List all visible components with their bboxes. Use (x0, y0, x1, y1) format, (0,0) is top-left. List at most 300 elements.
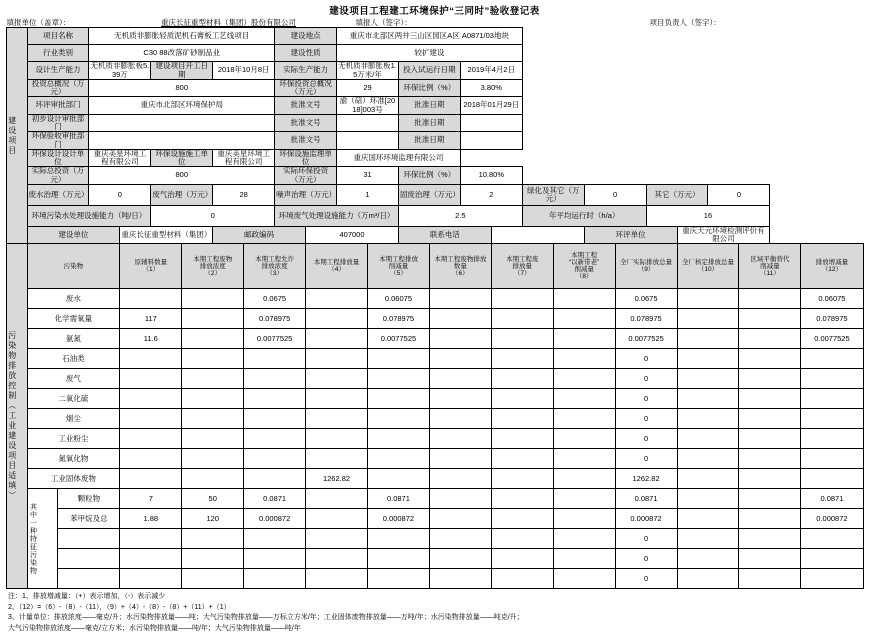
field-label: 建设项目开工日期 (151, 62, 213, 80)
pollutant-value[interactable] (429, 429, 491, 449)
pollutant-value[interactable]: 1.88 (120, 509, 182, 529)
pollutant-value[interactable] (739, 329, 801, 349)
field-label: 批准日期 (398, 97, 460, 115)
pollutant-value[interactable] (367, 549, 429, 569)
note-line: 3、计量单位：排放浓度——毫克/升；水污染物排放量——吨；大气污染物排放量——万标立方米/年；工业固体废物排放量——万吨/年；水污染物排放量——吨克/升； (8, 614, 524, 622)
field-value[interactable]: 2018年01月29日 (460, 97, 522, 115)
pollutant-value[interactable]: 0.078975 (367, 309, 429, 329)
table-row (6, 28, 863, 45)
table-row (6, 449, 863, 469)
pollutant-value[interactable]: 0.0871 (615, 489, 677, 509)
field-value[interactable]: 无机质非膨胀板5.39万 (90, 61, 150, 79)
pollutant-value[interactable] (120, 449, 182, 469)
pollutant-value[interactable] (244, 469, 306, 489)
table-row (6, 549, 863, 569)
pollutant-value[interactable] (367, 469, 429, 489)
pollutant-value[interactable] (553, 469, 615, 489)
pollutant-value[interactable] (801, 389, 863, 409)
field-label: 建设地点 (275, 28, 337, 45)
pollutant-value[interactable] (367, 389, 429, 409)
table-row (6, 369, 863, 389)
pollutant-value[interactable] (429, 369, 491, 389)
pollutant-value[interactable]: 0.000872 (244, 509, 306, 529)
pollutant-value[interactable] (182, 329, 244, 349)
pollutant-value[interactable] (491, 549, 553, 569)
pollutant-value[interactable]: 0.078975 (615, 309, 677, 329)
pollutant-value[interactable] (553, 349, 615, 369)
pollutant-value[interactable]: 50 (182, 489, 244, 509)
pollutant-value[interactable] (739, 549, 801, 569)
pollutant-value[interactable] (306, 369, 368, 389)
field-label: 项目名称 (27, 28, 89, 45)
pollutant-value[interactable]: 120 (182, 509, 244, 529)
pollutant-value[interactable] (553, 509, 615, 529)
pollutant-value[interactable] (244, 349, 306, 369)
pollutant-value[interactable] (120, 369, 182, 389)
pollutant-value[interactable] (244, 369, 306, 389)
pollutant-value[interactable] (182, 389, 244, 409)
pollutant-value[interactable] (367, 369, 429, 389)
pollutant-value[interactable] (182, 369, 244, 389)
pollutant-value[interactable] (182, 549, 244, 569)
pollutant-value[interactable] (244, 429, 306, 449)
field-label: 废气治理（万元） (151, 184, 213, 205)
pollutant-value[interactable] (801, 349, 863, 369)
field-label: 建设单位 (27, 226, 120, 244)
pollutant-value[interactable]: 0.0871 (801, 489, 863, 509)
pollutant-value[interactable] (677, 329, 739, 349)
field-value[interactable]: 16 (646, 205, 770, 226)
pollutant-value[interactable] (244, 409, 306, 429)
pollutant-value[interactable] (120, 389, 182, 409)
field-value[interactable]: 2019年4月2日 (460, 62, 522, 80)
table-row (6, 97, 863, 115)
pollutant-value[interactable] (367, 449, 429, 469)
pollutant-value[interactable] (491, 529, 553, 549)
pollutant-value[interactable] (677, 389, 739, 409)
pollutant-value[interactable] (429, 309, 491, 329)
table-row (6, 389, 863, 409)
pollutant-value[interactable] (677, 469, 739, 489)
pollutant-value[interactable] (244, 389, 306, 409)
pollutant-value[interactable] (739, 489, 801, 509)
pollutant-value[interactable]: 0.06075 (367, 289, 429, 309)
field-label: 年平均运行时（h/a） (522, 205, 646, 226)
field-value[interactable]: 0 (584, 184, 646, 205)
field-value[interactable]: 无机质非膨胀轻质泥机石膏板工艺线项目 (89, 28, 275, 45)
pollutant-value[interactable] (306, 329, 368, 349)
pollutant-value[interactable] (739, 449, 801, 469)
pollutant-value[interactable] (244, 529, 306, 549)
field-value[interactable] (337, 114, 399, 132)
filing-unit-value: 重庆长征重型材料（集团）股份有限公司 (161, 18, 296, 27)
pollutant-value[interactable] (801, 409, 863, 429)
table-row (6, 489, 863, 509)
pollutant-value[interactable] (491, 349, 553, 369)
pollutant-name: 氮氧化物 (27, 449, 120, 469)
pollutant-value[interactable] (553, 309, 615, 329)
note-line: 注：1、排放增减量：（+）表示增加，（-）表示减少 (8, 593, 166, 601)
pollutant-value[interactable] (801, 469, 863, 489)
pollutant-value[interactable] (182, 429, 244, 449)
pollutant-value[interactable]: 0.0077525 (801, 329, 863, 349)
table-row (6, 469, 863, 489)
pollutant-value[interactable] (306, 489, 368, 509)
pollutant-value[interactable] (801, 449, 863, 469)
pollutant-value[interactable] (182, 409, 244, 429)
pollutant-value[interactable]: 0.0675 (615, 289, 677, 309)
pollutant-value[interactable] (553, 369, 615, 389)
table-row (6, 349, 863, 369)
field-label: 固废治理（万元） (398, 184, 460, 205)
field-label: 环境废气处理设施能力（万m³/日） (275, 205, 399, 226)
pollutant-name: 废气 (27, 369, 120, 389)
field-value[interactable] (89, 114, 275, 132)
pollutant-value[interactable] (553, 389, 615, 409)
pollutant-value[interactable] (429, 549, 491, 569)
field-value[interactable]: 28 (213, 184, 275, 205)
form-container (6, 19, 864, 589)
field-value[interactable]: 10.80% (460, 167, 522, 185)
filer-label: 填报人（签字）： (355, 18, 412, 27)
pollutant-value[interactable] (120, 289, 182, 309)
pollutant-value[interactable] (491, 489, 553, 509)
pollutant-value[interactable] (367, 349, 429, 369)
pollutant-value[interactable] (306, 349, 368, 369)
pollutant-value[interactable] (491, 569, 553, 589)
field-label: 环保投资总概况（万元） (275, 79, 337, 97)
field-label: 联系电话 (398, 226, 491, 244)
table-row (6, 244, 863, 289)
field-value[interactable]: 重庆市北部区两井三山区园区A区 A0871/03地块 (337, 28, 523, 45)
table-row (6, 184, 863, 205)
field-value[interactable] (491, 226, 584, 244)
pollutant-value[interactable] (306, 549, 368, 569)
pollutant-value[interactable] (306, 569, 368, 589)
pollutant-value[interactable] (491, 369, 553, 389)
pollutant-value[interactable] (739, 349, 801, 369)
field-label: 环保比例（%） (398, 79, 460, 97)
pollutant-value[interactable] (739, 309, 801, 329)
pollutant-value[interactable] (182, 349, 244, 369)
pollutant-value[interactable] (677, 509, 739, 529)
pollutant-value[interactable] (739, 469, 801, 489)
field-value[interactable] (460, 114, 522, 132)
pollutant-value[interactable] (429, 489, 491, 509)
pollutant-value[interactable] (367, 429, 429, 449)
field-value[interactable]: 0 (708, 184, 770, 205)
field-value[interactable]: 800 (89, 79, 275, 97)
pollutant-value[interactable] (182, 469, 244, 489)
field-label: 环评单位 (584, 226, 677, 244)
pollutant-value[interactable] (429, 409, 491, 429)
pollutant-value[interactable] (491, 429, 553, 449)
pollutant-value[interactable] (429, 529, 491, 549)
table-row (6, 226, 863, 244)
pollutant-name: 二氧化硫 (27, 389, 120, 409)
pollutant-value[interactable] (306, 429, 368, 449)
pollutant-value[interactable] (491, 329, 553, 349)
pollutant-value[interactable] (429, 349, 491, 369)
table-row (6, 45, 863, 62)
field-label: 实际总投资（万元） (27, 167, 89, 185)
table-row (6, 114, 863, 132)
pollutant-value[interactable]: 0 (615, 569, 677, 589)
pollutant-value[interactable] (553, 549, 615, 569)
pollutant-value[interactable]: 0.000872 (367, 509, 429, 529)
pollutant-value[interactable] (677, 449, 739, 469)
pollutant-value[interactable] (182, 569, 244, 589)
pollutant-value[interactable]: 0.0871 (367, 489, 429, 509)
column-header: 区域平衡替代 削减量 （11） (739, 244, 801, 289)
pollutant-value[interactable]: 11.6 (120, 329, 182, 349)
field-label: 噪声治理（万元） (275, 184, 337, 205)
pollutant-value[interactable] (306, 309, 368, 329)
pollutant-value[interactable] (553, 489, 615, 509)
pollutant-value[interactable] (553, 409, 615, 429)
pollutant-value[interactable] (491, 309, 553, 329)
table-row (6, 149, 863, 167)
pollutant-value[interactable] (182, 529, 244, 549)
pollutant-value[interactable]: 0 (615, 389, 677, 409)
pollutant-value[interactable] (429, 289, 491, 309)
pollutant-value[interactable]: 0 (615, 529, 677, 549)
pollutant-value[interactable] (553, 289, 615, 309)
pollutant-value[interactable] (739, 529, 801, 549)
field-label: 环评审批部门 (27, 97, 89, 115)
field-value[interactable]: 31 (337, 167, 399, 185)
pollutant-value[interactable] (491, 289, 553, 309)
pollutant-value[interactable]: 0.0077525 (615, 329, 677, 349)
pollutant-value[interactable] (306, 529, 368, 549)
pollutant-value[interactable]: 0 (615, 429, 677, 449)
pollutant-value[interactable]: 0.000872 (615, 509, 677, 529)
pollutant-value[interactable] (491, 509, 553, 529)
pollutant-value[interactable] (306, 509, 368, 529)
section-label-pollution: 污染物排放控制（工业建设项目适填） (6, 244, 27, 589)
field-value[interactable]: 800 (89, 167, 275, 185)
table-row (6, 19, 874, 27)
field-label: 投资总概况（万元） (27, 79, 89, 97)
pollutant-value[interactable] (120, 469, 182, 489)
field-value[interactable]: 重庆天元环境检测评价有限公司 (677, 226, 770, 244)
field-label: 批准日期 (398, 132, 460, 150)
column-header: 本期工程废物 排放浓度 （2） (182, 244, 244, 289)
pollutant-value[interactable]: 117 (120, 309, 182, 329)
pollutant-value[interactable]: 0.0675 (244, 289, 306, 309)
pollutant-value[interactable]: 0 (615, 549, 677, 569)
pollutant-value[interactable] (182, 449, 244, 469)
pollutant-value[interactable]: 0.0077525 (244, 329, 306, 349)
pollutant-value[interactable] (491, 389, 553, 409)
table-row (6, 167, 863, 185)
pollutant-value[interactable] (120, 569, 182, 589)
field-value[interactable]: 3.80% (460, 79, 522, 97)
table-row (6, 569, 863, 589)
table-row (6, 329, 863, 349)
pollutant-value[interactable] (244, 549, 306, 569)
pollutant-value[interactable] (367, 569, 429, 589)
pollutant-value[interactable]: 0 (615, 409, 677, 429)
pollutant-value[interactable] (182, 289, 244, 309)
pollutant-value[interactable] (429, 449, 491, 469)
field-label: 初步设计审批部门 (27, 114, 89, 132)
field-value[interactable] (89, 132, 275, 150)
field-value[interactable]: 重庆美星环境工程有限公司 (213, 149, 275, 167)
column-header: 本期工程 “以新带老” 削减量 （8） (553, 244, 615, 289)
pollutant-value[interactable] (739, 509, 801, 529)
pollutant-value[interactable]: 1262.82 (615, 469, 677, 489)
pollutant-value[interactable] (120, 549, 182, 569)
pollutant-value[interactable]: 0 (615, 449, 677, 469)
pollutant-value[interactable] (553, 529, 615, 549)
pollutant-name: 工业固体废物 (27, 469, 120, 489)
pollutant-value[interactable] (801, 369, 863, 389)
table-row (6, 529, 863, 549)
column-header: 排放增减量 （12） (801, 244, 863, 289)
field-label: 行业类别 (27, 45, 89, 62)
pollutant-value[interactable]: 7 (120, 489, 182, 509)
table-row (6, 289, 863, 309)
pollutant-value[interactable] (244, 449, 306, 469)
pollutant-value[interactable]: 1262.82 (306, 469, 368, 489)
pollutant-value[interactable] (801, 429, 863, 449)
pollutant-value[interactable] (739, 389, 801, 409)
pollutant-value[interactable] (429, 329, 491, 349)
pollutant-value[interactable] (429, 569, 491, 589)
column-header: 本期工程排放 削减量 （5） (367, 244, 429, 289)
field-label: 投入试运行日期 (398, 62, 460, 80)
pollutant-value[interactable] (801, 569, 863, 589)
pollutant-value[interactable] (677, 409, 739, 429)
pollutant-value[interactable]: 0.000872 (801, 509, 863, 529)
pollutant-value[interactable] (429, 389, 491, 409)
filer-value (507, 19, 649, 27)
pollutant-value[interactable] (677, 309, 739, 329)
field-value[interactable]: C30 88改落矿砂制品业 (89, 45, 275, 62)
pollutant-value[interactable] (553, 329, 615, 349)
pollutant-value[interactable] (739, 289, 801, 309)
pollutant-name: 颗粒物 (58, 489, 120, 509)
field-label: 绿化及其它（万元） (522, 184, 584, 205)
field-value[interactable] (337, 132, 399, 150)
column-header: 本期工程废物排放 数量 （6） (429, 244, 491, 289)
field-value[interactable]: 无机质非膨胀板1.5万米/年 (338, 61, 397, 79)
pollutant-value[interactable]: 0 (615, 369, 677, 389)
pollutant-value[interactable] (244, 569, 306, 589)
field-label: 批准文号 (275, 132, 337, 150)
field-label: 环保设计设计单位 (27, 149, 89, 167)
pollutant-value[interactable] (677, 289, 739, 309)
pollutant-name: 石油类 (27, 349, 120, 369)
column-header: 本期工程允许 排放浓度 （3） (244, 244, 306, 289)
field-value[interactable]: 重庆美星环境工程有限公司 (89, 149, 151, 167)
pollutant-name (58, 549, 120, 569)
column-header: 本期工程废 排放量 （7） (491, 244, 553, 289)
field-label: 环保设施监理单位 (275, 149, 337, 167)
pollutant-value[interactable] (491, 449, 553, 469)
field-label: 环境污染水处理设施能力（吨/日） (27, 205, 151, 226)
pollutant-value[interactable] (801, 529, 863, 549)
pollutant-value[interactable] (367, 409, 429, 429)
footnotes (0, 589, 869, 634)
pollutant-name: 氨氮 (27, 329, 120, 349)
pollutant-value[interactable] (120, 529, 182, 549)
field-value[interactable]: 重庆长征重型材料（集团） (120, 226, 213, 244)
pollutant-value[interactable] (491, 469, 553, 489)
field-value[interactable]: 407000 (306, 226, 399, 244)
pollutant-value[interactable] (739, 369, 801, 389)
pollutant-value[interactable]: 0.078975 (801, 309, 863, 329)
pollutant-value[interactable] (801, 549, 863, 569)
pollutant-value[interactable] (739, 429, 801, 449)
field-label: 环保设施施工单位 (151, 149, 213, 167)
field-value[interactable]: 0 (151, 205, 275, 226)
pollutant-value[interactable] (677, 429, 739, 449)
field-label: 设计生产能力 (27, 62, 89, 80)
column-header: 全厂实际排放总量 （9） (615, 244, 677, 289)
pollutant-value[interactable] (677, 349, 739, 369)
column-header: 原辅料数量 （1） (120, 244, 182, 289)
pollutant-value[interactable] (553, 569, 615, 589)
field-value[interactable]: 重庆国环环境监理有限公司 (337, 149, 461, 167)
pollutant-value[interactable] (739, 569, 801, 589)
pollutant-value[interactable] (306, 409, 368, 429)
pollutant-value[interactable] (306, 289, 368, 309)
pollutant-value[interactable] (739, 409, 801, 429)
pollutant-value[interactable]: 0.0871 (244, 489, 306, 509)
pollutant-value[interactable] (553, 429, 615, 449)
pollutant-value[interactable] (120, 409, 182, 429)
pollutant-value[interactable] (429, 509, 491, 529)
field-label: 其它（万元） (646, 184, 708, 205)
pollutant-value[interactable] (120, 429, 182, 449)
header-info-table (6, 19, 874, 27)
pollutant-value[interactable] (677, 569, 739, 589)
field-value[interactable]: 0 (89, 184, 151, 205)
pollutant-value[interactable] (306, 449, 368, 469)
field-value[interactable]: 2018年10月8日 (213, 62, 275, 80)
page-title: 建设项目工程建工环境保护“三同时”验收登记表 (329, 6, 540, 17)
pollutant-value[interactable] (367, 529, 429, 549)
pollutant-value[interactable]: 0.06075 (801, 289, 863, 309)
pollutant-value[interactable] (677, 529, 739, 549)
field-value[interactable] (460, 132, 522, 150)
pollutant-value[interactable] (553, 449, 615, 469)
pollutant-value[interactable]: 0.0077525 (367, 329, 429, 349)
field-label: 实际环保投资（万元） (275, 167, 337, 185)
field-value[interactable]: 渝（碚）环准[2018]003号 (337, 97, 399, 115)
pollutant-value[interactable]: 0 (615, 349, 677, 369)
field-value[interactable]: 重庆市北部区环境保护局 (89, 97, 275, 115)
pollutant-value[interactable] (182, 309, 244, 329)
field-value[interactable]: 2 (460, 184, 522, 205)
pollutant-value[interactable] (677, 549, 739, 569)
pollutant-value[interactable] (677, 489, 739, 509)
field-value[interactable]: 1 (337, 184, 399, 205)
field-value[interactable]: 较扩建设 (337, 45, 523, 62)
field-value[interactable]: 29 (337, 79, 399, 97)
field-value[interactable]: 2.5 (398, 205, 522, 226)
pollutant-value[interactable] (491, 409, 553, 429)
pollutant-value[interactable] (677, 369, 739, 389)
pollutant-name: 烟尘 (27, 409, 120, 429)
pollutant-value[interactable] (306, 389, 368, 409)
pollutant-value[interactable] (429, 469, 491, 489)
field-label: 废水治理（万元） (27, 184, 89, 205)
pollutant-value[interactable]: 0.078975 (244, 309, 306, 329)
pollutant-value[interactable] (120, 349, 182, 369)
